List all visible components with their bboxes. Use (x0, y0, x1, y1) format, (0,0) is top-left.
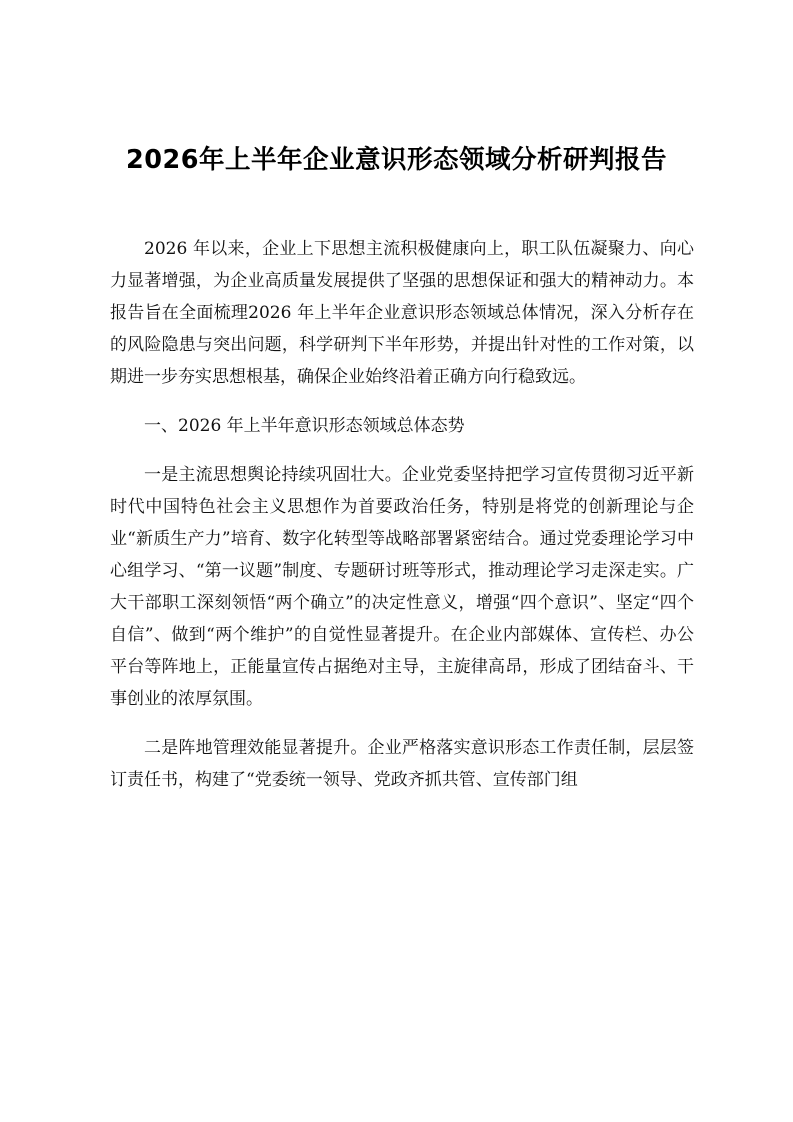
document-body (110, 233, 694, 813)
intro-paragraph: 2026 年以来，企业上下思想主流积极健康向上，职工队伍凝聚力、向心力显著增强，为企业高质量发展提供了坚强的思想保证和强大的精神动力。本报告旨在全面梳理2026 年上半年企业意识形态领域总体情况，深入分析存在的风险隐患与突出问题，科学研判下半年形势，并提出针对性的工作对策，以期进一步夯实思想根基，确保企业始终沿着正确方向行稳致远。 (110, 239, 694, 387)
section-heading: 一、2026 年上半年意识形态领域总体态势 (144, 416, 465, 436)
body-paragraph: 二是阵地管理效能显著提升。企业严格落实意识形态工作责任制，层层签订责任书，构建了“党委统一领导、党政齐抓共管、宣传部门组 (110, 738, 694, 790)
body-paragraph: 一是主流思想舆论持续巩固壮大。企业党委坚持把学习宣传贯彻习近平新时代中国特色社会主义思想作为首要政治任务，特别是将党的创新理论与企业“新质生产力”培育、数字化转型等战略部署紧密结合。通过党委理论学习中心组学习、“第一议题”制度、专题研讨班等形式，推动理论学习走深走实。广大干部职工深刻领悟“两个确立”的决定性意义，增强“四个意识”、坚定“四个自信”、做到“两个维护”的自觉性显著提升。在企业内部媒体、宣传栏、办公平台等阵地上，正能量宣传占据绝对主导，主旋律高昂，形成了团结奋斗、干事创业的浓厚氛围。 (110, 465, 695, 709)
document-title: 2026年上半年企业意识形态领域分析研判报告 (126, 145, 667, 175)
